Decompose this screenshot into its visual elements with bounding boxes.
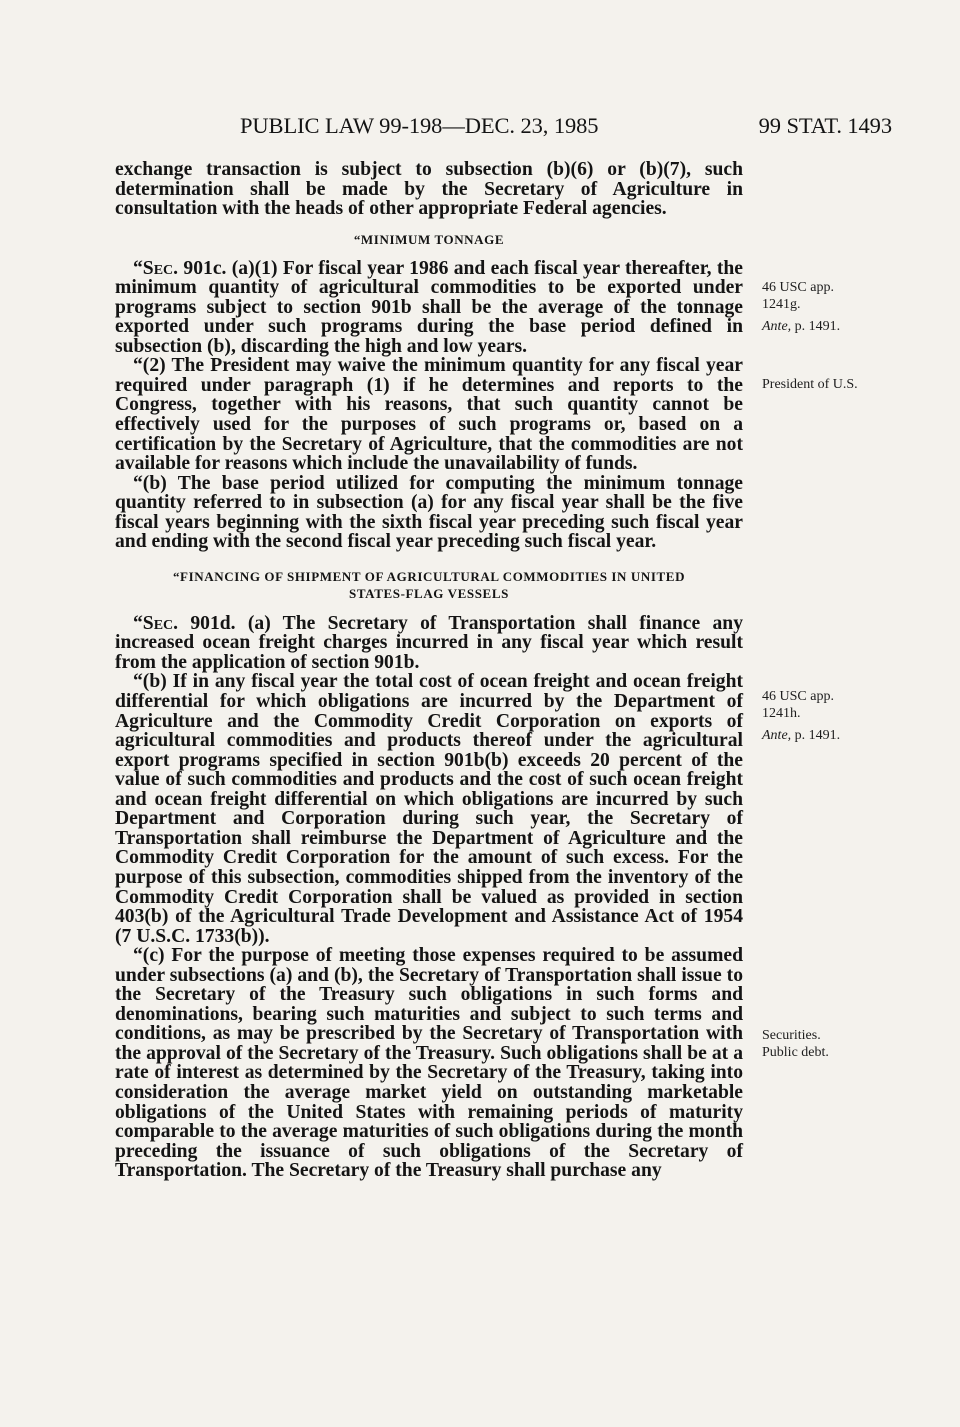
margin-note-ante-1491-b: [762, 727, 840, 744]
running-head: [240, 113, 892, 143]
margin-note-line: 1241g.: [762, 297, 801, 312]
margin-note-president: [762, 376, 858, 393]
section-901d-a: [115, 614, 743, 673]
statute-page-number: 99 STAT. 1493: [758, 113, 892, 138]
section-901d-c: “(c) For the purpose of meeting those expenses required to be assumed under subsections (a) and (b), the Secretary of Transportation shall issue to the Secretary of the Treasury such obligations in such forms and denominations, bearing such maturities and subject to such terms and conditions, as may be prescribed by the Secretary of Transportation with the approval of the Secretary of the Treasury. Such obligations shall be at a rate of interest as determined by the Secretary of the Treasury, taking into consideration the average market yield on outstanding marketable obligations of the United States with remaining periods of maturity comparable to the average maturities of such obligations during the month preceding the issuance of such obligations of the Secretary of Transportation. The Secretary of the Treasury shall purchase any: [115, 945, 743, 1182]
ante-page: p. 1491.: [794, 728, 841, 743]
section-901c-b: “(b) The base period utilized for computing the minimum tonnage quantity referred to in subsection (a) for any fiscal year shall be the five fiscal years beginning with the sixth fiscal year preceding such fiscal year and ending with the second fiscal year preceding such fiscal year.: [115, 472, 743, 553]
margin-note-usc-1241g: [762, 279, 834, 313]
running-head-title: PUBLIC LAW 99-198—DEC. 23, 1985: [240, 113, 599, 138]
section-901c-a1: [115, 259, 743, 357]
section-text: 901d. (a) The Secretary of Transportation shall finance any increased ocean freight charges incurred in any fiscal year which result from the application of section 901b.: [115, 612, 744, 673]
section-901d-b: “(b) If in any fiscal year the total cost of ocean freight and ocean freight differential for which obligations are incurred by the Department of Agriculture and the Commodity Credit Corporation on exports of agricultural commodities and products thereof under the agricultural export programs specified in section 901b(b) exceeds 20 percent of the value of such commodities and products and the cost of such ocean freight and ocean freight differential on which obligations are incurred by such Department and Corporation during such year, the Secretary of Transportation shall reimburse the Department of Agriculture and the Commodity Credit Corporation for the amount of such excess. For the purpose of this subsection, commodities shipped from the inventory of the Commodity Credit Corporation shall be valued as provided in section 403(b) of the Agricultural Trade Development and Assistance Act of 1954 (7 U.S.C. 1733(b)).: [115, 671, 743, 947]
ante-label: Ante,: [762, 319, 792, 334]
margin-note-line: 46 USC app.: [762, 689, 834, 704]
margin-note-ante-1491: [762, 318, 840, 335]
margin-note-line: 46 USC app.: [762, 280, 834, 295]
heading-line: STATES-FLAG VESSELS: [349, 585, 509, 601]
section-heading-minimum-tonnage: “MINIMUM TONNAGE: [353, 231, 505, 247]
section-901c-a2: “(2) The President may waive the minimum quantity for any fiscal year required under paragraph (1) if he determines and reports to the Congress, together with his reasons, that such quantity cannot be effectively used for the purposes of such programs or, based on a certification by the Secretary of Agriculture, that the commodities are not available for reasons which include the unavailability of funds.: [115, 355, 743, 475]
section-text: 901c. (a)(1) For fiscal year 1986 and each fiscal year thereafter, the minimum quantity of agricultural commodities to be exported under programs subject to section 901b shall be the average of the tonnage exported under such programs during the base period defined in subsection (b), discarding the high and low years.: [115, 257, 743, 357]
ante-label: Ante,: [762, 728, 792, 743]
section-label: “Sec.: [133, 612, 179, 634]
margin-note-line: Securities.: [762, 1028, 821, 1043]
margin-note-line: 1241h.: [762, 706, 801, 721]
section-heading-financing: [115, 568, 743, 602]
continuation-paragraph: exchange transaction is subject to subsection (b)(6) or (b)(7), such determination shall be made by the Secretary of Agriculture in consultation with the heads of other appropriate Federal agencies.: [115, 159, 743, 220]
margin-note-securities: [762, 1027, 829, 1061]
margin-note-line: Public debt.: [762, 1045, 829, 1060]
margin-note-line: President of U.S.: [762, 377, 858, 392]
margin-note-usc-1241h: [762, 688, 834, 722]
body-text-column: [115, 160, 743, 1181]
ante-page: p. 1491.: [794, 319, 841, 334]
section-label: “Sec.: [133, 257, 179, 279]
heading-line: “FINANCING OF SHIPMENT OF AGRICULTURAL COMMODITIES IN UNITED: [172, 568, 686, 584]
